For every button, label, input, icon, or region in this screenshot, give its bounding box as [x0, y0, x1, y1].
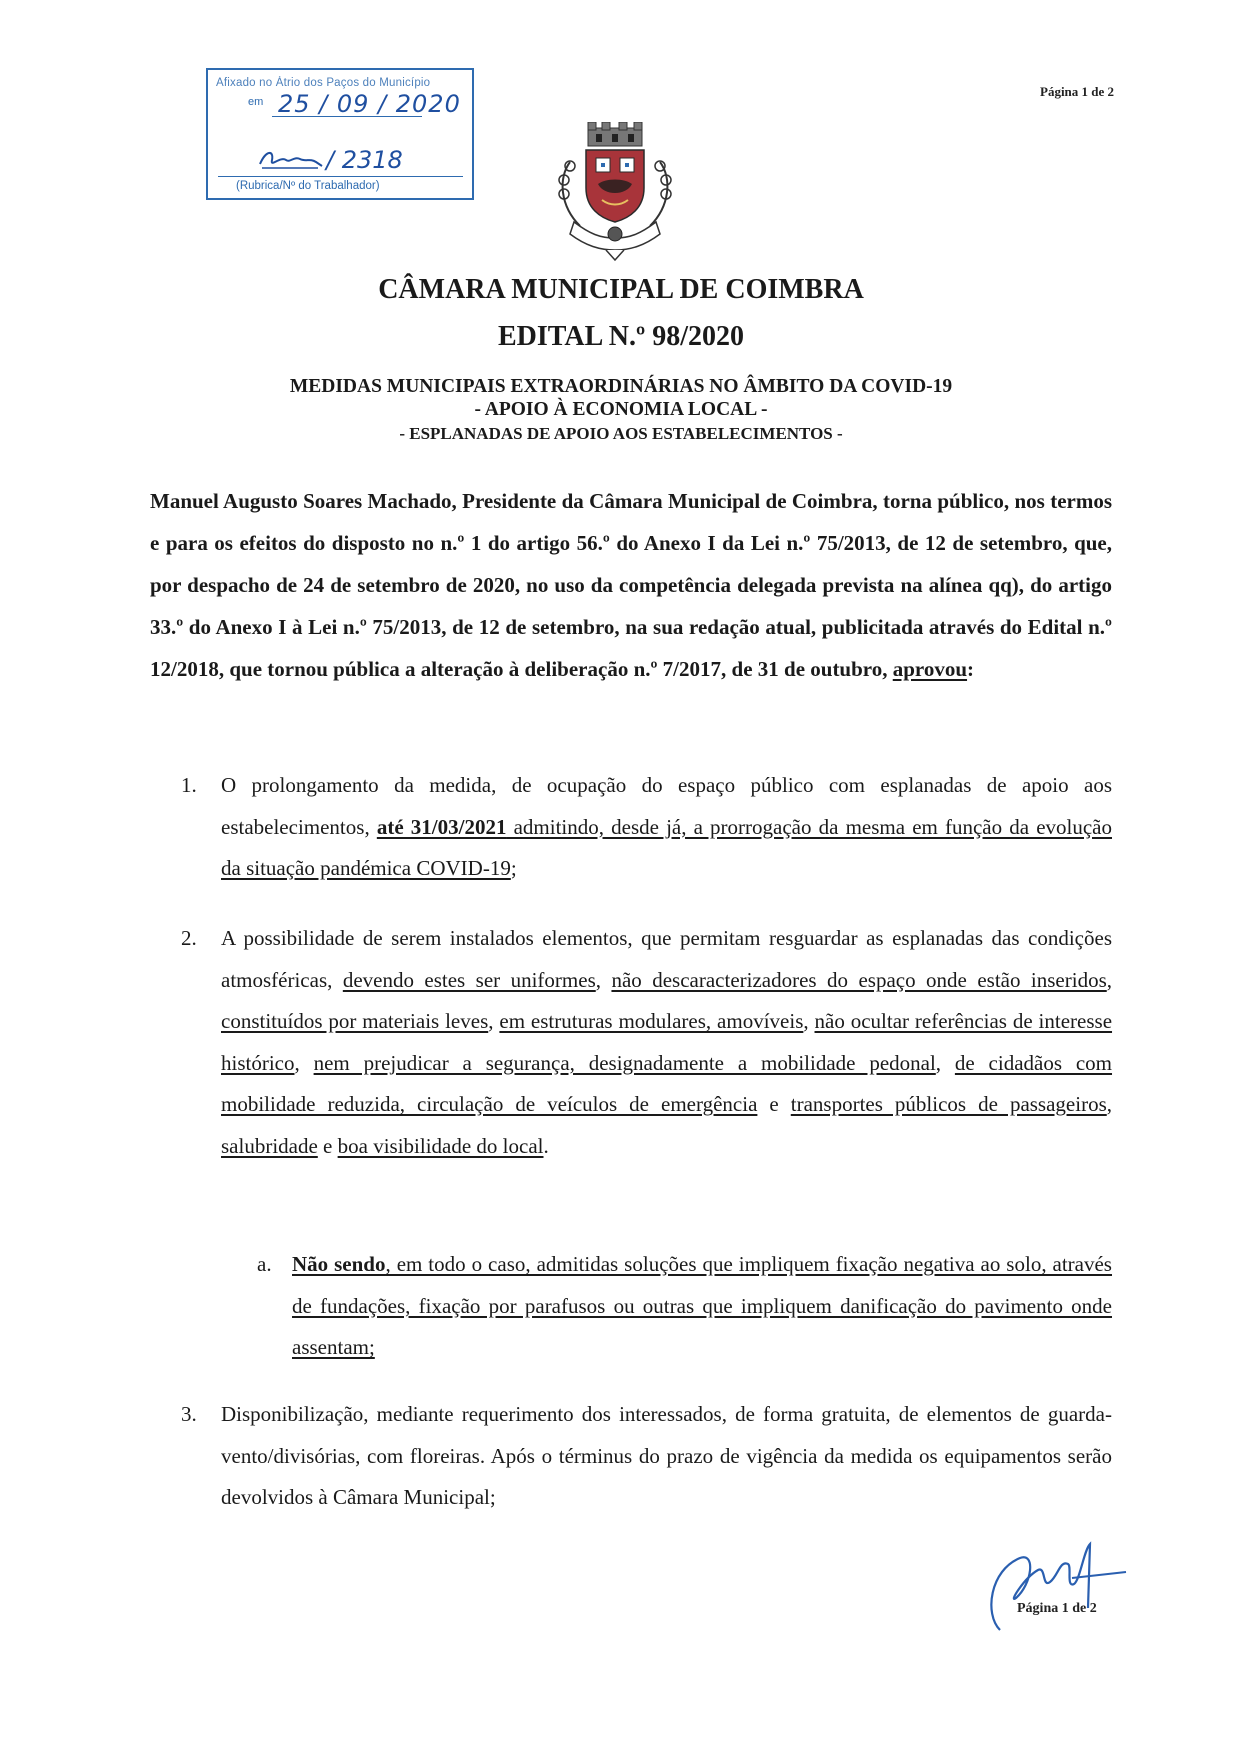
rubrica-scribble-icon — [256, 146, 326, 174]
stamp-date-value: 25 / 09 / 2020 — [278, 90, 461, 118]
intro-colon: : — [967, 657, 975, 681]
list-item-1 — [181, 765, 1112, 890]
stamp-date-line — [272, 116, 422, 117]
stamp-date-prefix: em — [248, 96, 264, 108]
list-item-3 — [181, 1394, 1112, 1519]
item2-underline: em estruturas modulares, amovíveis — [499, 1009, 804, 1033]
item2-underline: não ocultar referências de interesse histórico — [221, 1009, 1113, 1075]
institution-title: CÂMARA MUNICIPAL DE COIMBRA — [378, 274, 864, 305]
list-item-number: 3. — [181, 1402, 197, 1426]
item2-underline: boa visibilidade do local — [337, 1133, 544, 1158]
subject-line-3: - ESPLANADAS DE APOIO AOS ESTABELECIMENTOS - — [399, 424, 843, 443]
item1-date: até 31/03/2021 — [376, 814, 507, 839]
item2-separator: , — [488, 1009, 500, 1033]
item2-separator: e — [317, 1133, 338, 1158]
page-number-bottom: Página 1 de 2 — [1017, 1601, 1097, 1616]
edital-number: EDITAL N.º 98/2020 — [498, 321, 744, 352]
stamp-title: Afixado no Átrio dos Paços do Município — [216, 77, 431, 89]
item2-underline: nem prejudicar a segurança, designadamente a mobilidade pedonal — [313, 1050, 936, 1075]
item-a-text: , em todo o caso, admitidas soluções que impliquem fixação negativa ao solo, através de fundações, fixação por parafusos ou outras que impliquem danificação do pavimento onde assentam; — [292, 1252, 1112, 1359]
item2-underline: não descaracterizadores do espaço onde estão inseridos — [611, 967, 1107, 992]
subject-line-1: MEDIDAS MUNICIPAIS EXTRAORDINÁRIAS NO ÂMBITO DA COVID-19 — [289, 376, 953, 397]
list-item-letter: a. — [257, 1252, 272, 1276]
item1-text-a: O prolongamento da medida, de ocupação do espaço público com esplanadas de apoio aos estabelecimentos, — [221, 773, 1112, 839]
stamp-rubrica-value — [256, 146, 403, 174]
item2-separator: , — [595, 967, 612, 992]
stamp-rubrica-line — [218, 176, 463, 177]
intro-text: Manuel Augusto Soares Machado, Presidente da Câmara Municipal de Coimbra, torna público, nos termos e para os efeitos do disposto no n.º 1 do artigo 56.º do Anexo I da Lei n.º 75/2013, de 12 de setembro, que, por despacho de 24 de setembro de 2020, no uso da competência delegada prevista na alínea qq), do artigo 33.º do Anexo I à Lei n.º 75/2013, de 12 de setembro, na sua redação atual, publicitada através do Edital n.º 12/2018, que tornou pública a alteração à deliberação n.º 7/2017, de 31 de outubro, — [150, 489, 1112, 681]
list-item-number: 1. — [181, 773, 197, 797]
item1-text-b: admitindo, desde já, a prorrogação da mesma em função da evolução da situação pandémica COVID-19 — [221, 814, 1112, 880]
item1-end: ; — [510, 856, 517, 880]
approved-word: aprovou — [892, 657, 968, 681]
item2-underline: devendo estes ser uniformes — [342, 967, 596, 992]
list-subitem-a — [257, 1244, 1112, 1369]
item2-end: . — [543, 1133, 549, 1158]
subject-line-2: - APOIO À ECONOMIA LOCAL - — [474, 399, 768, 420]
item2-underline: transportes públicos de passageiros — [790, 1092, 1107, 1116]
list-item-number: 2. — [181, 926, 197, 950]
item2-text: A possibilidade de serem instalados elementos, que permitam resguardar as esplanadas das condições atmosféricas, — [221, 926, 1112, 992]
coat-of-arms-icon — [540, 122, 690, 262]
item2-underline: de cidadãos com mobilidade reduzida, circulação de veículos de emergência — [221, 1050, 1113, 1116]
intro-paragraph — [150, 480, 1112, 690]
item2-separator: e — [757, 1092, 791, 1116]
page-number-top: Página 1 de 2 — [1040, 84, 1115, 99]
item2-separator: , — [1106, 967, 1112, 992]
stamp-rubrica-number: / 2318 — [326, 146, 403, 174]
item-a-bold: Não sendo — [292, 1252, 386, 1276]
item2-separator: , — [935, 1050, 955, 1075]
item2-separator: , — [803, 1009, 815, 1033]
stamp-caption: (Rubrica/Nº do Trabalhador) — [236, 180, 380, 192]
item2-separator: , — [294, 1050, 314, 1075]
signature-icon — [980, 1530, 1130, 1640]
item2-underline: constituídos por materiais leves — [221, 1009, 489, 1033]
item2-separator: , — [1106, 1092, 1112, 1116]
list-item-2 — [181, 918, 1113, 1167]
item3-text: Disponibilização, mediante requerimento dos interessados, de forma gratuita, de elementos de guarda-vento/divisórias, com floreiras. Após o términus do prazo de vigência da medida os equipamentos serão devolvidos à Câmara Municipal; — [221, 1402, 1112, 1509]
posting-stamp — [206, 68, 474, 200]
item2-underline: salubridade — [221, 1133, 318, 1158]
